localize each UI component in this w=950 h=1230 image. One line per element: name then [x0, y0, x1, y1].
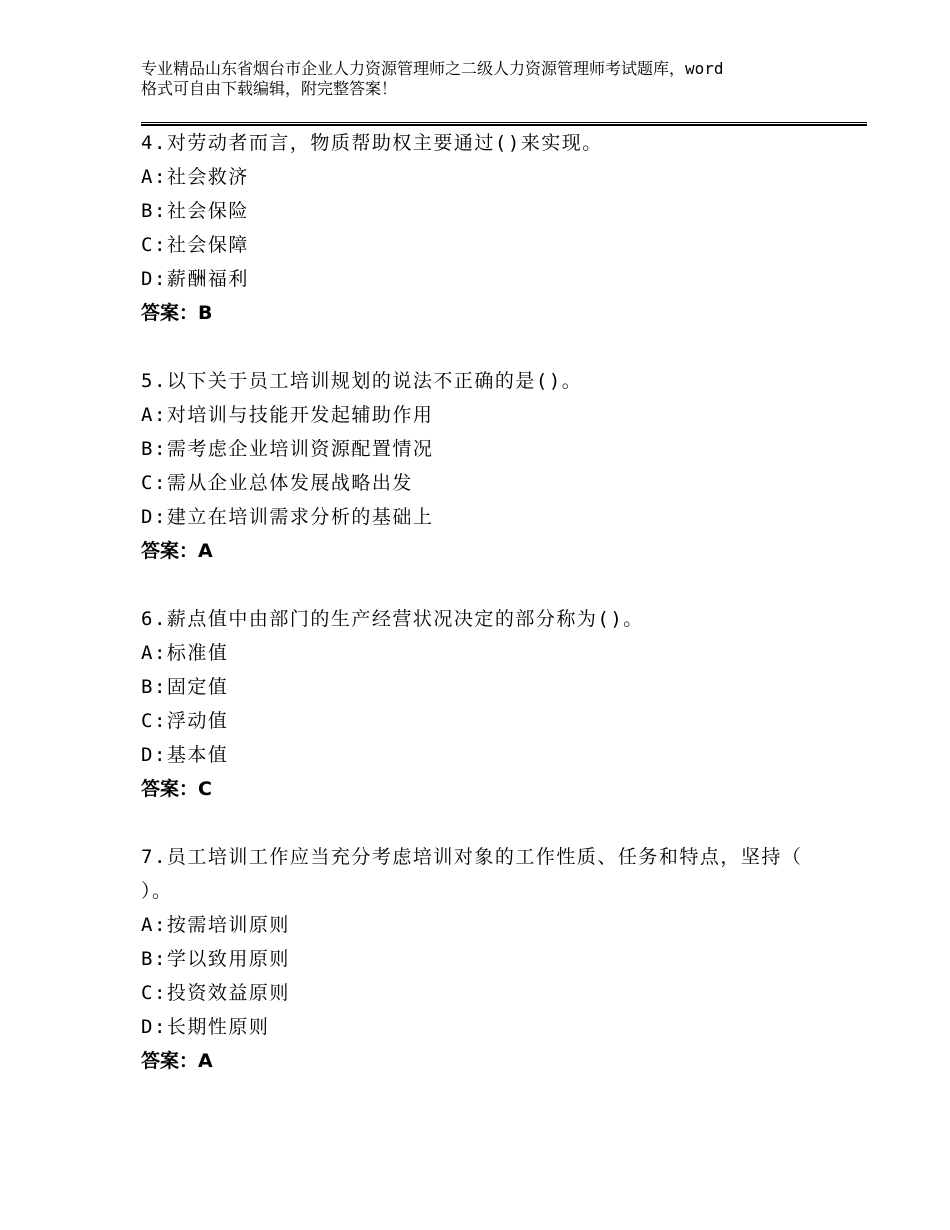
option-text: 建立在培训需求分析的基础上 — [166, 506, 434, 528]
option-d — [141, 738, 841, 772]
question-stem: 4.对劳动者而言，物质帮助权主要通过()来实现。 — [141, 132, 603, 154]
option-c — [141, 228, 841, 262]
option-b — [141, 670, 841, 704]
option-letter: C: — [141, 710, 167, 732]
option-a — [141, 908, 841, 942]
option-text: 长期性原则 — [166, 1016, 270, 1038]
option-c — [141, 704, 841, 738]
option-letter: A: — [141, 404, 167, 426]
question-5 — [141, 364, 841, 568]
option-letter: D: — [141, 268, 167, 290]
header-line-1: 专业精品山东省烟台市企业人力资源管理师之二级人力资源管理师考试题库，word — [141, 59, 724, 78]
question-7 — [141, 840, 841, 1078]
option-letter: B: — [141, 948, 167, 970]
option-a — [141, 160, 841, 194]
option-letter: A: — [141, 914, 167, 936]
option-text: 社会保险 — [166, 200, 249, 222]
option-text: 社会救济 — [166, 166, 249, 188]
document-header — [141, 59, 841, 99]
option-text: 投资效益原则 — [166, 982, 290, 1004]
option-text: 浮动值 — [166, 710, 229, 732]
question-4 — [141, 126, 841, 330]
option-b — [141, 194, 841, 228]
option-letter: A: — [141, 642, 167, 664]
option-b — [141, 942, 841, 976]
option-letter: A: — [141, 166, 167, 188]
answer-line: 答案：A — [141, 540, 213, 562]
option-a — [141, 636, 841, 670]
answer-line: 答案：A — [141, 1050, 213, 1072]
question-stem: 6.薪点值中由部门的生产经营状况决定的部分称为()。 — [141, 608, 644, 630]
option-text: 社会保障 — [166, 234, 249, 256]
option-d — [141, 262, 841, 296]
option-a — [141, 398, 841, 432]
option-letter: B: — [141, 438, 167, 460]
header-line-2: 格式可自由下载编辑，附完整答案！ — [141, 79, 398, 98]
option-text: 标准值 — [166, 642, 229, 664]
option-letter: C: — [141, 472, 167, 494]
option-text: 学以致用原则 — [166, 948, 290, 970]
option-letter: D: — [141, 1016, 167, 1038]
option-letter: B: — [141, 676, 167, 698]
question-6 — [141, 602, 841, 806]
option-letter: C: — [141, 234, 167, 256]
option-letter: D: — [141, 744, 167, 766]
question-list — [141, 126, 841, 1112]
option-d — [141, 500, 841, 534]
option-text: 需从企业总体发展战略出发 — [166, 472, 413, 494]
question-stem: 5.以下关于员工培训规划的说法不正确的是()。 — [141, 370, 583, 392]
option-c — [141, 466, 841, 500]
option-letter: D: — [141, 506, 167, 528]
option-text: 固定值 — [166, 676, 229, 698]
question-stem: 7.员工培训工作应当充分考虑培训对象的工作性质、任务和特点，坚持（ ）。 — [141, 846, 816, 902]
option-b — [141, 432, 841, 466]
option-text: 基本值 — [166, 744, 229, 766]
option-text: 按需培训原则 — [166, 914, 290, 936]
option-text: 对培训与技能开发起辅助作用 — [166, 404, 434, 426]
option-text: 需考虑企业培训资源配置情况 — [166, 438, 434, 460]
option-d — [141, 1010, 841, 1044]
option-letter: C: — [141, 982, 167, 1004]
option-letter: B: — [141, 200, 167, 222]
answer-line: 答案：C — [141, 778, 212, 800]
option-c — [141, 976, 841, 1010]
option-text: 薪酬福利 — [166, 268, 249, 290]
answer-line: 答案：B — [141, 302, 213, 324]
